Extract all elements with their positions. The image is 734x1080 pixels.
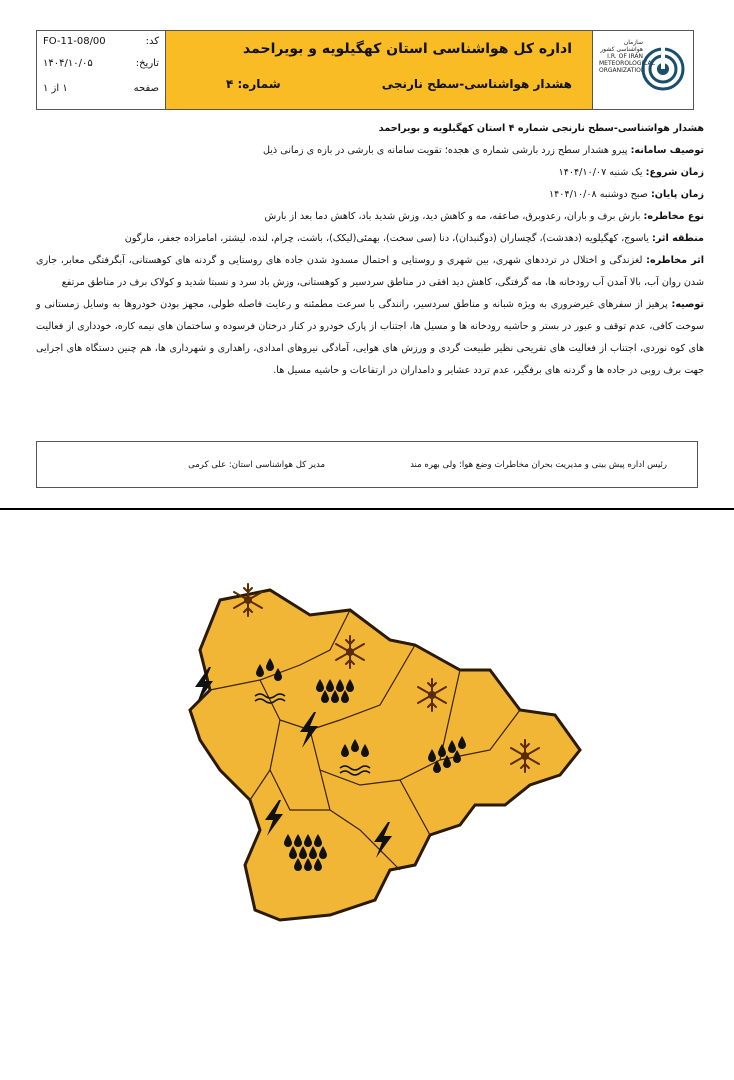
bulletin-type: هشدار هواشناسی-سطح نارنجی xyxy=(381,77,572,91)
hazard-label: نوع مخاطره: xyxy=(643,211,704,222)
start-label: زمان شروع: xyxy=(645,167,704,178)
page-divider xyxy=(0,508,734,510)
bulletin-number: شماره: ۴ xyxy=(226,77,281,91)
end-time xyxy=(36,184,704,206)
meteorology-logo-icon xyxy=(641,47,685,91)
signature-box xyxy=(36,441,698,488)
impact-text: لغزندگی و اختلال در ترددهای شهری، بین شهری و روستایی و احتمال مسدود شدن جاده های روستایی و گردنه های کوهستانی، آبگرفتگی معابر، جاری شدن روان آب، بالا آمدن آب رودخانه ها، مه گرفتگی، کاهش دید افقی در مناطق سردسیر و کوهستانی، وزش باد سرد و نسبتا شدید و کولاک برف در مناطق مرتفع xyxy=(36,255,704,288)
code-value: FO-11-08/00 xyxy=(43,36,106,47)
end-text: صبح دوشنبه ۱۴۰۴/۱۰/۰۸ xyxy=(548,189,648,200)
header-title-block xyxy=(165,31,592,109)
hazard-type xyxy=(36,206,704,228)
logo-line-2: I.R. OF IRAN xyxy=(607,53,643,60)
bulletin-body xyxy=(36,118,704,382)
logo-line-4: ORGANIZATION xyxy=(599,67,646,74)
document-info xyxy=(37,31,165,109)
recommendation xyxy=(36,294,704,382)
end-label: زمان پایان: xyxy=(650,189,704,200)
advice-text: پرهیز از سفرهای غیرضروری به ویژه شبانه و مناطق سردسیر، رانندگی با سرعت مطمئنه و رعایت فاصله طولی، مجهز بودن خودروها به وسایل زمستانی و سوخت کافی، عدم توقف و عبور در بستر و حاشیه رودخانه ها و مسیل ها، اجتناب از پارک خودرو در کنار درختان فرسوده و ساختمان های نیمه کاره، خودداری از فعالیت های کوه نوردی، اجتناب از فعالیت های تفریحی نظیر طبیعت گردی و ورزش های هوایی، آمادگی نیروهای امدادی، راهداری و شهرداری ها، هم چنین دستگاه های اجرایی جهت برف روبی در جاده ها و گردنه های برفگیر، عدم تردد عشایر و دامداران در ارتفاعات و حاشیه مسیل ها. xyxy=(36,299,704,376)
desc-label: توصیف سامانه: xyxy=(630,145,704,156)
start-text: یک شنبه ۱۴۰۴/۱۰/۰۷ xyxy=(558,167,643,178)
logo-line-3: METEOROLOGICAL xyxy=(599,60,655,67)
desc-text: پیرو هشدار سطح زرد بارشی شماره ی هجده؛ تقویت سامانه ی بارشی در بازه ی زمانی ذیل xyxy=(262,145,628,156)
org-title: اداره کل هواشناسی استان کهگیلویه و بویراحمد xyxy=(243,41,572,57)
crisis-head-signature: رئیس اداره پیش بینی و مدیریت بحران مخاطرات وضع هوا: ولی بهره مند xyxy=(410,460,667,470)
hazard-impact xyxy=(36,250,704,294)
region-text: یاسوج، کهگیلویه (دهدشت)، گچساران (دوگنبدان)، دنا (سی سخت)، بهمئی(لیکک)، باشت، چرام، لنده، لیشتر، امامزاده جعفر، مارگون xyxy=(124,233,649,244)
code-label: کد: xyxy=(145,36,159,47)
advice-label: توصیه: xyxy=(671,299,704,310)
bulletin-header xyxy=(36,30,694,110)
logo-line-1: سازمان هواشناسی کشور xyxy=(600,39,643,53)
affected-region xyxy=(36,228,704,250)
system-description xyxy=(36,140,704,162)
start-time xyxy=(36,162,704,184)
impact-label: اثر مخاطره: xyxy=(646,255,704,266)
date-label: تاریخ: xyxy=(135,58,159,69)
date-value: ۱۴۰۴/۱۰/۰۵ xyxy=(43,58,93,69)
hazard-text: بارش برف و باران، رعدوبرق، صاعقه، مه و کاهش دید، وزش شدید باد، کاهش دما بعد از بارش xyxy=(264,211,641,222)
director-signature: مدیر کل هواشناسی استان: علی کرمی xyxy=(188,460,325,470)
bulletin-sheet xyxy=(0,0,734,510)
org-logo xyxy=(592,31,693,109)
page-value: ۱ از ۱ xyxy=(43,83,68,94)
province-warning-map xyxy=(160,570,600,950)
region-label: منطقه اثر: xyxy=(652,233,704,244)
bulletin-title: هشدار هواشناسی-سطح نارنجی شماره ۴ استان کهگیلویه و بویراحمد xyxy=(378,123,704,134)
page-label: صفحه xyxy=(133,83,159,94)
